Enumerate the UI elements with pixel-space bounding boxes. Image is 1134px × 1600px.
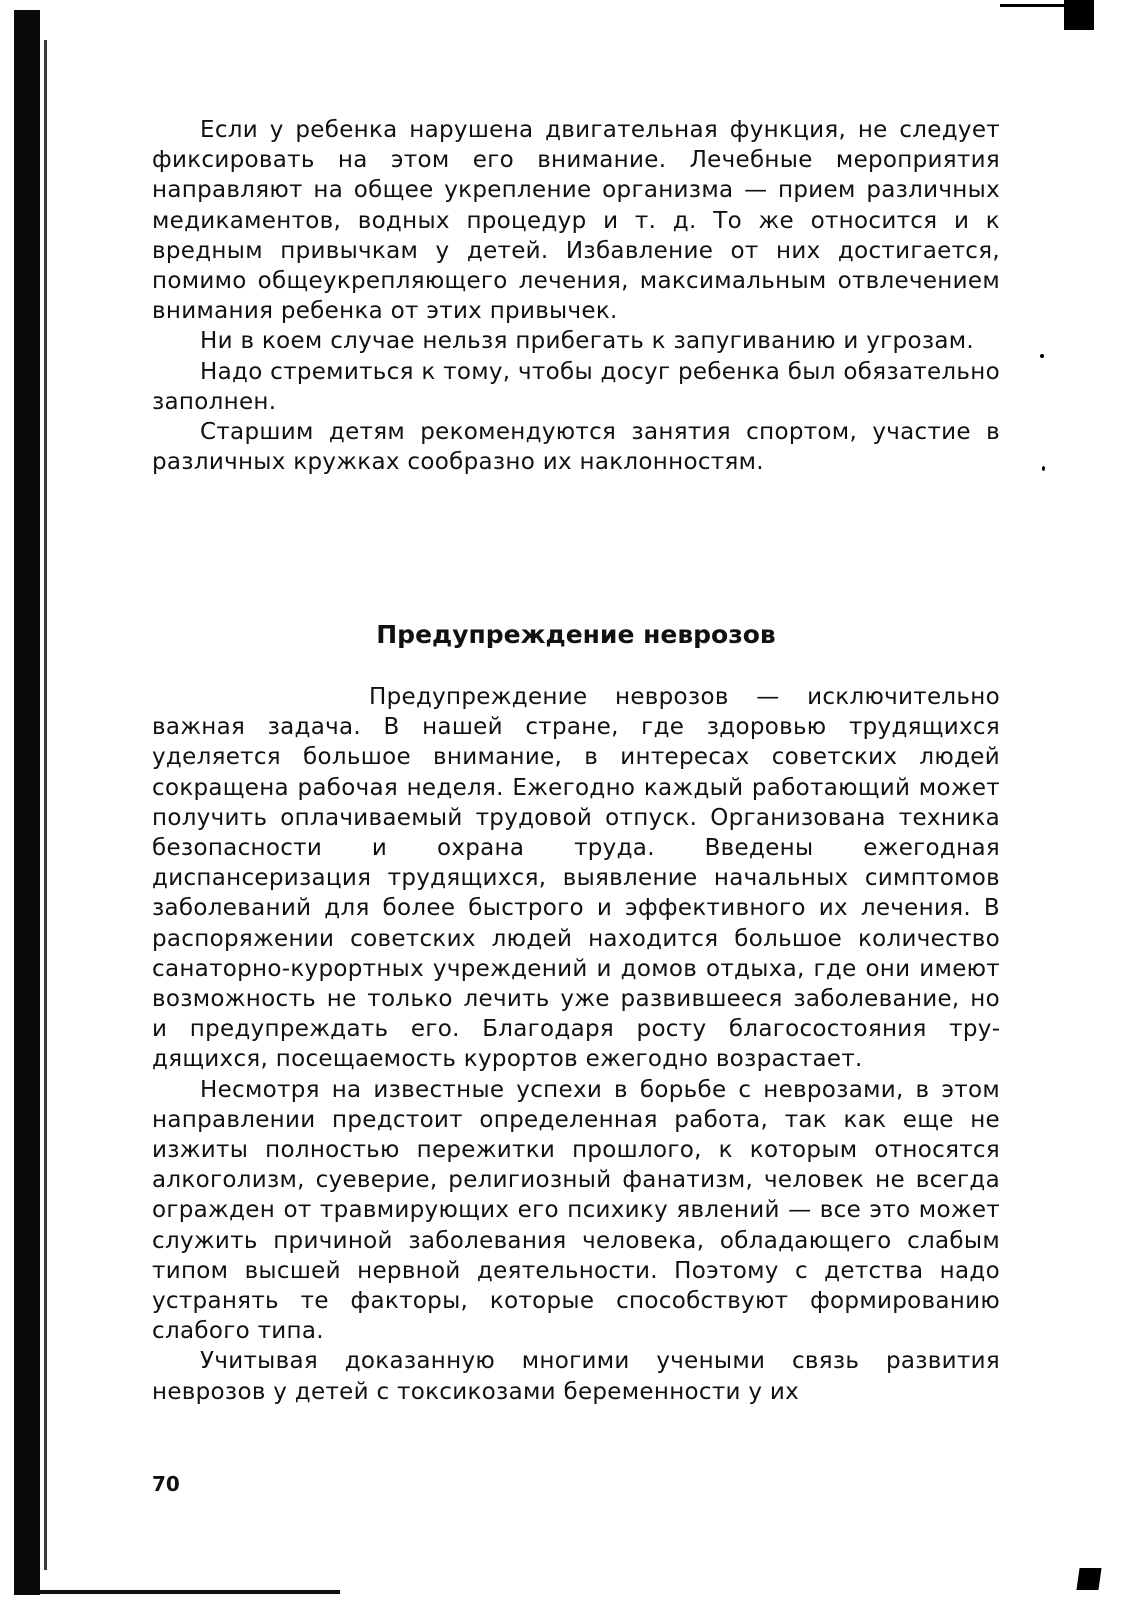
scan-blot	[1076, 1568, 1101, 1590]
paragraph: Ни в коем случае нельзя прибегать к запугиванию и угрозам.	[200, 328, 975, 355]
scan-edge-left	[14, 10, 40, 1595]
scan-speck	[1040, 354, 1044, 358]
scan-edge-bottom	[40, 1590, 340, 1594]
paragraph: Учитывая доказанную многими учеными связь развития неврозов у детей с токсикозами беременности у их	[152, 1348, 1000, 1405]
scan-corner-line	[1000, 4, 1070, 7]
section-heading: Предупреждение неврозов	[376, 620, 776, 649]
paragraph: Старшим детям рекомендуются занятия спортом, участие в различных кружках сообразно их наклонностям.	[152, 419, 1000, 476]
text-block-main	[152, 682, 1000, 1407]
scan-speck	[1042, 466, 1045, 471]
paragraph: Предупреждение неврозов — исключительно важная задача. В нашей стране, где здоровью трудящихся уделяется большое внимание, в интересах советских людей сокращена рабочая неделя. Ежегодно каждый работающий может получить оплачиваемый трудовой отпуск. Организована техника безопасности и охрана труда. Введены ежегодная диспансеризация трудящихся, выявление начальных симптомов заболеваний для более быстрого и эффективного их лечения. В распоряжении советских людей находится большое количество санаторно-курортных учреждений и домов отдыха, где они имеют возможность не только лечить уже развившееся заболевание, но и предупреждать его. Благодаря росту благосостояния трудящихся, посещаемость курортов ежегодно возрастает.	[152, 684, 1000, 1073]
paragraph: Если у ребенка нарушена двигательная функция, не следует фиксировать на этом его внимание. Лечебные мероприятия направляют на общее укрепление организма — прием различных медикаментов, водных процедур и т. д. То же относится и к вредным привычкам у детей. Избавление от них достигается, помимо общеукрепляющего лечения, максимальным отвлечением внимания ребенка от этих привычек.	[152, 117, 1000, 325]
page-number: 70	[152, 1472, 180, 1496]
scan-corner-mark	[1064, 0, 1094, 30]
text-block-top	[152, 115, 1000, 477]
paragraph: Надо стремиться к тому, чтобы досуг ребенка был обязательно заполнен.	[152, 358, 1000, 415]
paragraph: Несмотря на известные успехи в борьбе с неврозами, в этом направлении предстоит определенная работа, так как еще не изжиты полностью пережитки прошлого, к которым относятся алкоголизм, суеверие, религиозный фанатизм, человек не всегда огражден от травмирующих его психику явлений — все это может служить причиной заболевания человека, обладающего слабым типом высшей нервной деятельности. Поэтому с детства надо устранять те факторы, которые способствуют формированию слабого типа.	[152, 1076, 1000, 1345]
scan-edge-line	[44, 40, 47, 1570]
